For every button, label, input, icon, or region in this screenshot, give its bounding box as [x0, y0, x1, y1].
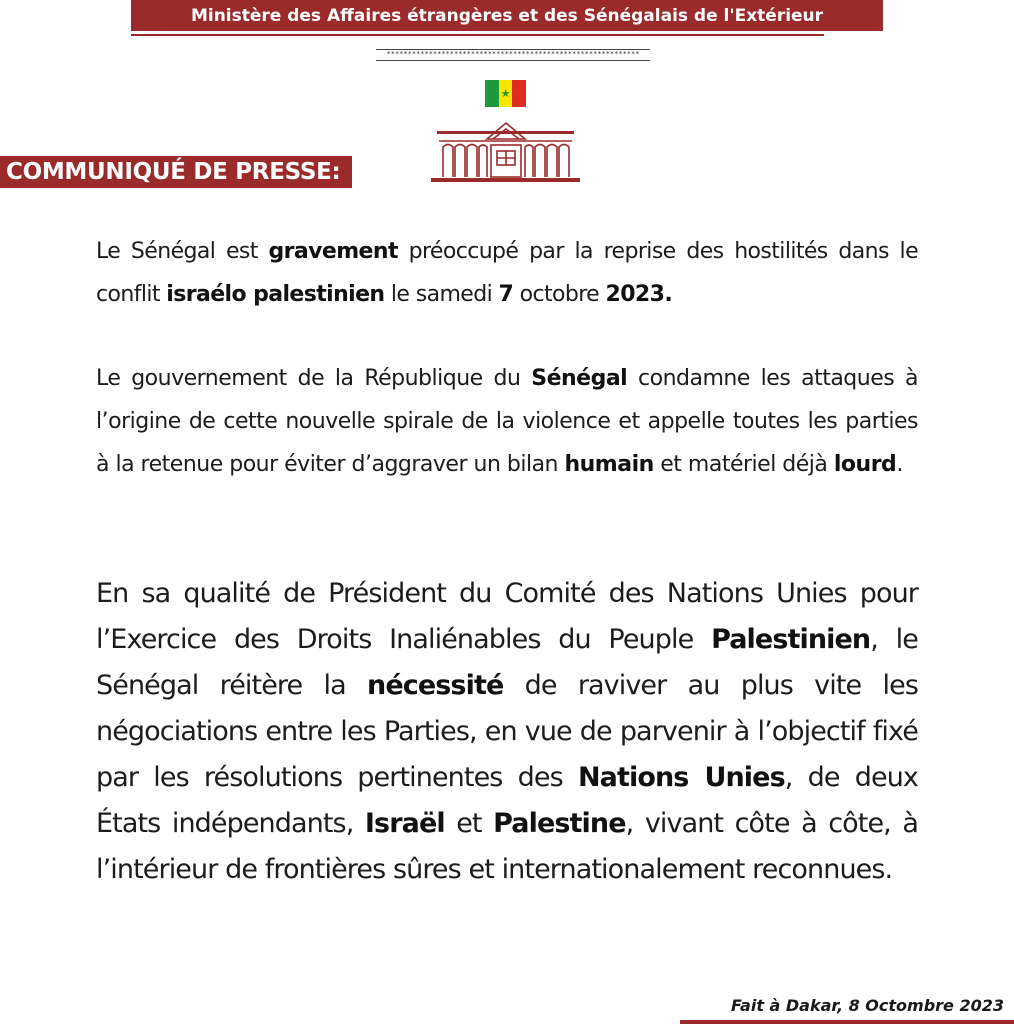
body-text-run: le samedi	[384, 282, 499, 307]
press-release-title: COMMUNIQUÉ DE PRESSE:	[6, 159, 341, 185]
body-text-run: préoccupé par la reprise des hostilités dans le conflit	[96, 239, 919, 307]
emphasis-text: 2023.	[605, 282, 673, 307]
emphasis-text: nécessité	[367, 670, 504, 701]
body-text-run: condamne les attaques à l’origine de cette nouvelle spirale de la violence et appelle toutes les parties à la retenue pour éviter d’aggraver un bilan	[96, 366, 918, 477]
paragraph-1	[96, 230, 918, 316]
body-text-run: Le gouvernement de la République du	[96, 366, 532, 391]
star-rule-text: ************************************************************	[386, 50, 640, 58]
body-text-run: , de deux États indépendants,	[96, 762, 918, 839]
body-text-run: , le Sénégal réitère la	[96, 624, 918, 701]
signature-date: Fait à Dakar, 8 Octombre 2023	[730, 996, 1004, 1015]
star-icon: ★	[500, 87, 511, 100]
signature-underline	[680, 1020, 1014, 1024]
body-text-run: Le Sénégal est	[96, 239, 269, 264]
emphasis-text: Sénégal	[531, 366, 628, 391]
emphasis-text: Nations Unies	[577, 762, 785, 793]
senegal-flag-icon	[485, 80, 526, 107]
press-release-label	[0, 156, 352, 188]
body-text-run: et matériel déjà	[653, 452, 834, 477]
emphasis-text: 7	[498, 282, 514, 307]
body-text-run: de raviver au plus vite les négociations entre les Parties, en vue de parvenir à l’objectif fixé par les résolutions pertinentes des	[96, 670, 918, 793]
paragraph-3	[96, 571, 918, 893]
star-separator	[376, 49, 650, 61]
body-text-run: .	[896, 452, 903, 477]
body-text-run: , vivant côte à côte, à l’intérieur de frontières sûres et internationalement reconnues.	[96, 808, 918, 885]
emphasis-text: Palestine	[493, 808, 626, 839]
emphasis-text: Israël	[364, 808, 445, 839]
emphasis-text: gravement	[268, 239, 398, 264]
ministry-building-icon	[431, 117, 580, 183]
ministry-title: Ministère des Affaires étrangères et des Sénégalais de l'Extérieur	[190, 5, 824, 26]
body-text-run: et	[444, 808, 494, 839]
body-text-run: octobre	[513, 282, 606, 307]
emphasis-text: israélo palestinien	[166, 282, 385, 307]
emphasis-text: humain	[564, 452, 654, 477]
body-text-run: En sa qualité de Président du Comité des Nations Unies pour l’Exercice des Droits Inaliénables du Peuple	[96, 578, 918, 655]
banner-underline	[131, 34, 824, 36]
paragraph-2	[96, 357, 918, 486]
ministry-banner	[131, 0, 883, 31]
emphasis-text: lourd	[833, 452, 897, 477]
emphasis-text: Palestinien	[711, 624, 871, 655]
